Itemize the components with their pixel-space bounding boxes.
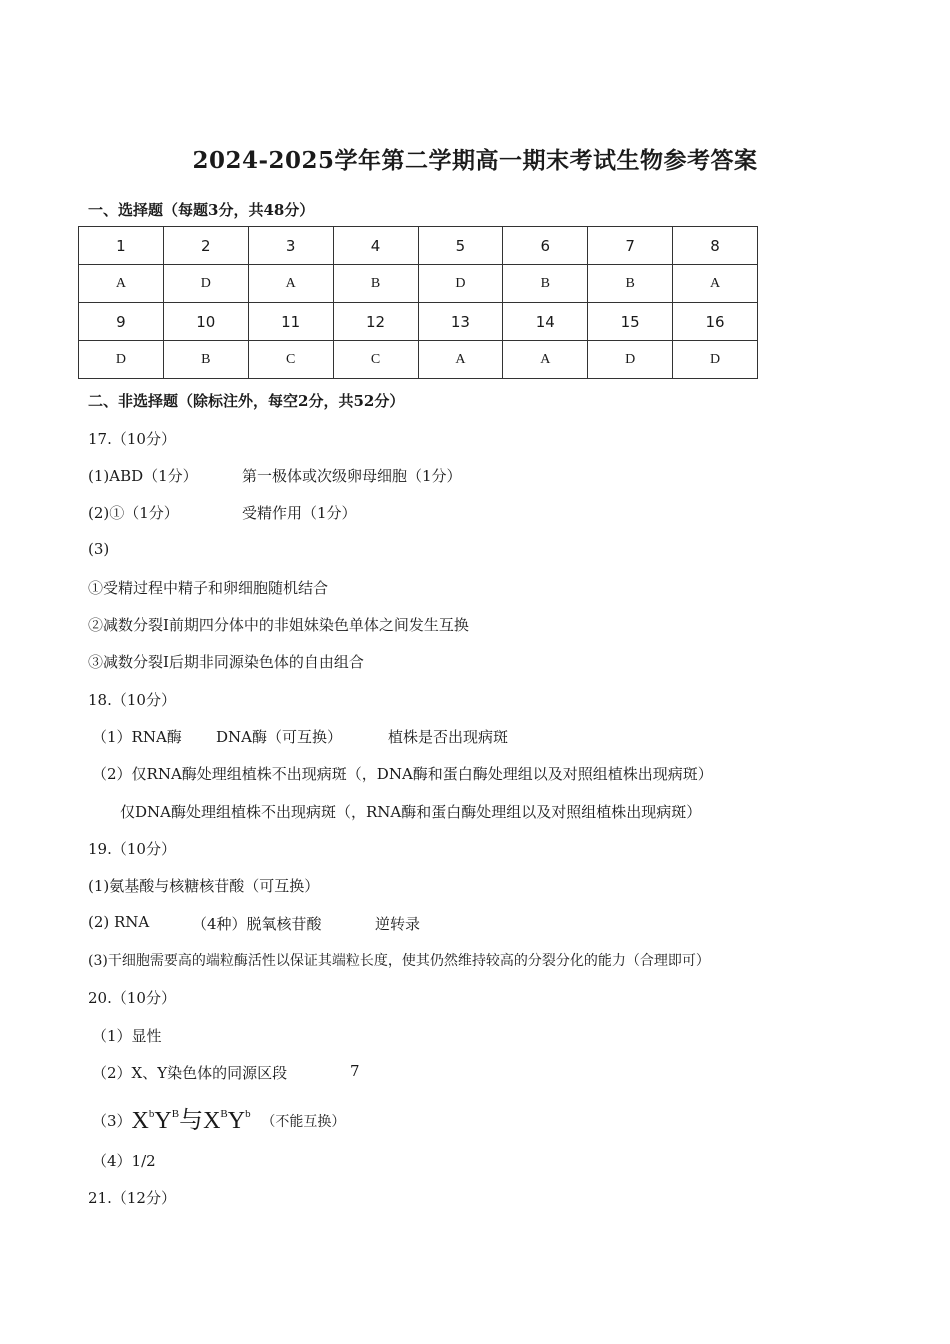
question-number-cell: 6 — [503, 227, 588, 265]
q20-line-3-prefix: （3） — [92, 1112, 132, 1130]
answer-row — [79, 265, 758, 303]
question-number-cell: 8 — [673, 227, 758, 265]
q17-heading: 17.（10分） — [88, 430, 176, 448]
q19-line-2a: (2) RNA — [88, 913, 150, 931]
genotype-2: $X^BY^b$ — [203, 1108, 251, 1134]
question-number-cell: 2 — [163, 227, 248, 265]
question-number-cell: 15 — [588, 303, 673, 341]
q17-line-1b: 第一极体或次级卵母细胞（1分） — [242, 467, 462, 485]
question-number-row — [79, 303, 758, 341]
q20-line-1: （1）显性 — [92, 1027, 162, 1045]
answer-cell: C — [333, 341, 418, 379]
q20-line-2a: （2）X、Y染色体的同源区段 — [92, 1064, 288, 1082]
answer-cell: D — [673, 341, 758, 379]
q18-line-2: （2）仅RNA酶处理组植株不出现病斑（，DNA酶和蛋白酶处理组以及对照组植株出现病斑） — [92, 765, 713, 783]
question-number-cell: 4 — [333, 227, 418, 265]
genotype-join: 与 — [179, 1108, 204, 1134]
question-number-cell: 10 — [163, 303, 248, 341]
q19-line-2c: 逆转录 — [375, 915, 421, 933]
answer-cell: A — [79, 265, 164, 303]
page-title: 2024-2025学年第二学期高一期末考试生物参考答案 — [192, 147, 758, 174]
q17-line-2a: (2)①（1分） — [88, 504, 179, 522]
question-number-cell: 5 — [418, 227, 503, 265]
question-number-cell: 11 — [248, 303, 333, 341]
question-number-cell: 16 — [673, 303, 758, 341]
q18-line-1c: 植株是否出现病斑 — [388, 728, 509, 746]
q20-line-3 — [92, 1100, 345, 1135]
q21-heading: 21.（12分） — [88, 1189, 176, 1207]
answer-table — [78, 226, 758, 379]
q19-line-3: (3)干细胞需要高的端粒酶活性以保证其端粒长度，使其仍然维持较高的分裂分化的能力（合理即可） — [88, 953, 710, 969]
answer-cell: D — [163, 265, 248, 303]
q18-line-1b: DNA酶（可互换） — [216, 728, 342, 746]
q20-line-3-note: （不能互换） — [261, 1114, 346, 1130]
q17-line-1a: (1)ABD（1分） — [88, 467, 198, 485]
answer-row — [79, 341, 758, 379]
q17-line-4: ①受精过程中精子和卵细胞随机结合 — [88, 579, 329, 597]
answer-cell: D — [79, 341, 164, 379]
q18-line-1a: （1）RNA酶 — [92, 728, 182, 746]
question-number-cell: 1 — [79, 227, 164, 265]
q19-line-2b: （4种）脱氧核苷酸 — [192, 915, 322, 933]
q20-line-2b: 7 — [350, 1062, 360, 1080]
question-number-cell: 7 — [588, 227, 673, 265]
section-free-response-heading: 二、非选择题（除标注外，每空2分，共52分） — [88, 392, 405, 410]
answer-cell: A — [503, 341, 588, 379]
answer-cell: B — [588, 265, 673, 303]
answer-cell: A — [248, 265, 333, 303]
answer-cell: A — [673, 265, 758, 303]
q18-heading: 18.（10分） — [88, 691, 176, 709]
question-number-cell: 3 — [248, 227, 333, 265]
question-number-cell: 12 — [333, 303, 418, 341]
question-number-cell: 13 — [418, 303, 503, 341]
question-number-cell: 14 — [503, 303, 588, 341]
q18-line-3: 仅DNA酶处理组植株不出现病斑（，RNA酶和蛋白酶处理组以及对照组植株出现病斑） — [120, 803, 702, 821]
answer-cell: B — [333, 265, 418, 303]
answer-cell: D — [418, 265, 503, 303]
genotype-1: $X^bY^B$ — [131, 1108, 180, 1134]
q19-line-1: (1)氨基酸与核糖核苷酸（可互换） — [88, 877, 320, 895]
q17-line-6: ③减数分裂Ⅰ后期非同源染色体的自由组合 — [88, 653, 364, 671]
question-number-cell: 9 — [79, 303, 164, 341]
answer-cell: A — [418, 341, 503, 379]
q20-line-4: （4）1/2 — [92, 1152, 156, 1170]
q17-line-5: ②减数分裂Ⅰ前期四分体中的非姐妹染色单体之间发生互换 — [88, 616, 469, 634]
q20-heading: 20.（10分） — [88, 989, 176, 1007]
q17-line-2b: 受精作用（1分） — [242, 504, 357, 522]
question-number-row — [79, 227, 758, 265]
answer-cell: B — [503, 265, 588, 303]
q17-line-3: (3) — [88, 540, 110, 558]
answer-cell: C — [248, 341, 333, 379]
answer-cell: B — [163, 341, 248, 379]
section-multiple-choice-heading: 一、选择题（每题3分，共48分） — [88, 201, 315, 219]
answer-cell: D — [588, 341, 673, 379]
q19-heading: 19.（10分） — [88, 840, 176, 858]
